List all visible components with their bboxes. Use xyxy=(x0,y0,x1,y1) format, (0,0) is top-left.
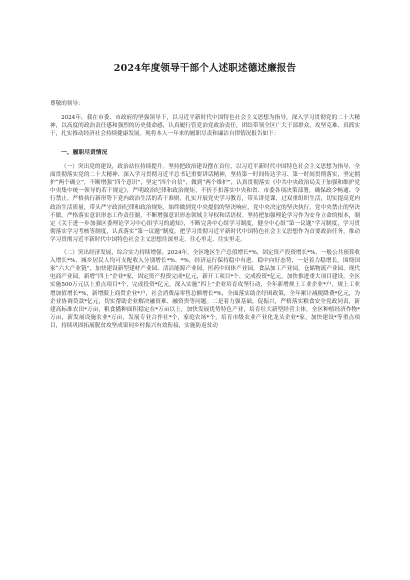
section-party-building xyxy=(50,163,360,245)
section-economic-development xyxy=(50,249,360,331)
document-title: 2024年度领导干部个人述职述德述廉报告 xyxy=(113,63,297,74)
intro-paragraph: 2024年，我在市委、市政府的坚强领导下，以习近平新时代中国特色社会主义思想为指导，深入学习贯彻党的二十大精神，以高度的政治责任感和强烈的历史使命感，认真履行管党治党政治责任，团结带领全区广大干部群众，攻坚克难、真抓实干，扎实推动经济社会持续健康发展。现将本人一年来的履职尽责和廉洁自律情况报告如下： xyxy=(50,115,360,138)
party-building-paragraph: （一）突出党的建设，政治站位持续提升。坚持把政治建设摆在首位，以习近平新时代中国特色社会主义思想为指导，全面贯彻落实党的二十大精神、深入学习贯彻习近平总书记重要讲话精神，坚持第一时间传达学习、第一时间贯彻落实，坚定拥护“两个确立”，不断增强“四个意识”，坚定“四个自信”，做到“两个维护”，认真贯彻落实《中共中央政治局关于加强和维护党中央集中统一领导的若干规定》，严明政治纪律和政治规矩，不折不扣落实中央和省、市委各项决策部署，确保政令畅通、令行禁止。严格执行新形势下党内政治生活的若干准则，扎实开展党史学习教育，带头讲党课，过双重组织生活，切实提高党内政治生活质量，带头严守政治纪律和政治规矩，始终做到党中央提倡的坚决响应，党中央决定的坚决执行，党中央禁止的坚决不做。严格落实意识形态工作责任制，不断增强意识形态领域主导权和话语权。坚持把加强理论学习作为安身立命的根本，制定《关于进一步加强区委理论学习中心组学习的通知》，不断完善中心组学习制度，健全中心组“第一议题”学习制度，学习贯彻落实学习考核等制度，认真落实“第一议题”制度，把学习贯彻习近平新时代中国特色社会主义思想作为首要政治任务，推动学习贯彻习近平新时代中国特色社会主义思想往深里走、往心里走、往实里走。 xyxy=(50,163,360,244)
salutation: 尊敬的领导： xyxy=(50,101,84,107)
economic-development-paragraph: （二）突出经济发展，综合实力持续增强。2024年，全区地区生产总值增长*%，固定资产投资增长*%，一般公共预算收入增长*%，城乡居民人均可支配收入分别增长*%、*%，经济运行保持稳中有进、稳中向好态势，一是着力稳增长。围绕国家“六大产业链”，加快建设新型建材产业园、清洁能源产业园，医药中间体产业园，食品加工产业园，仓储物流产业园、现代电商产业园，新增“四上”企业*家，固定资产投资完成*亿元，新开工项目*个、完成投资*亿元。加快推进重大项目建设，全区实施500万元以上重点项目*个，完成投资*亿元，深入实施“四上”企业培育攻坚行动，全年新增规上工业企业*户，规上工业增加值增长*%，新增限上商贸企业*户，社会消费品零售总额增长*%，全面落实助企纾困政策，全年累计减税降费*亿元，为企业协调贷款*亿元，切实帮助企业解决融资难、融资贵等问题。二是着力强基础，促振兴，严格落实粮食安全党政同责，新建高标准农田*万亩，粮食播种面积稳定在*万亩以上，加快发展优势特色产业，培育壮大新型经营主体，全区种植经济作物*万亩，新发展设施农业*万亩，发展专业合作社*个，家庭农场*个，培育市级农业产业化龙头企业*家，加快建设*等重点项目，持续巩固拓展脱贫攻坚成果同乡村振兴有效衔接，实施防返贫动 xyxy=(50,249,360,330)
section-heading-duties: 一、履职尽责情况 xyxy=(61,149,108,156)
